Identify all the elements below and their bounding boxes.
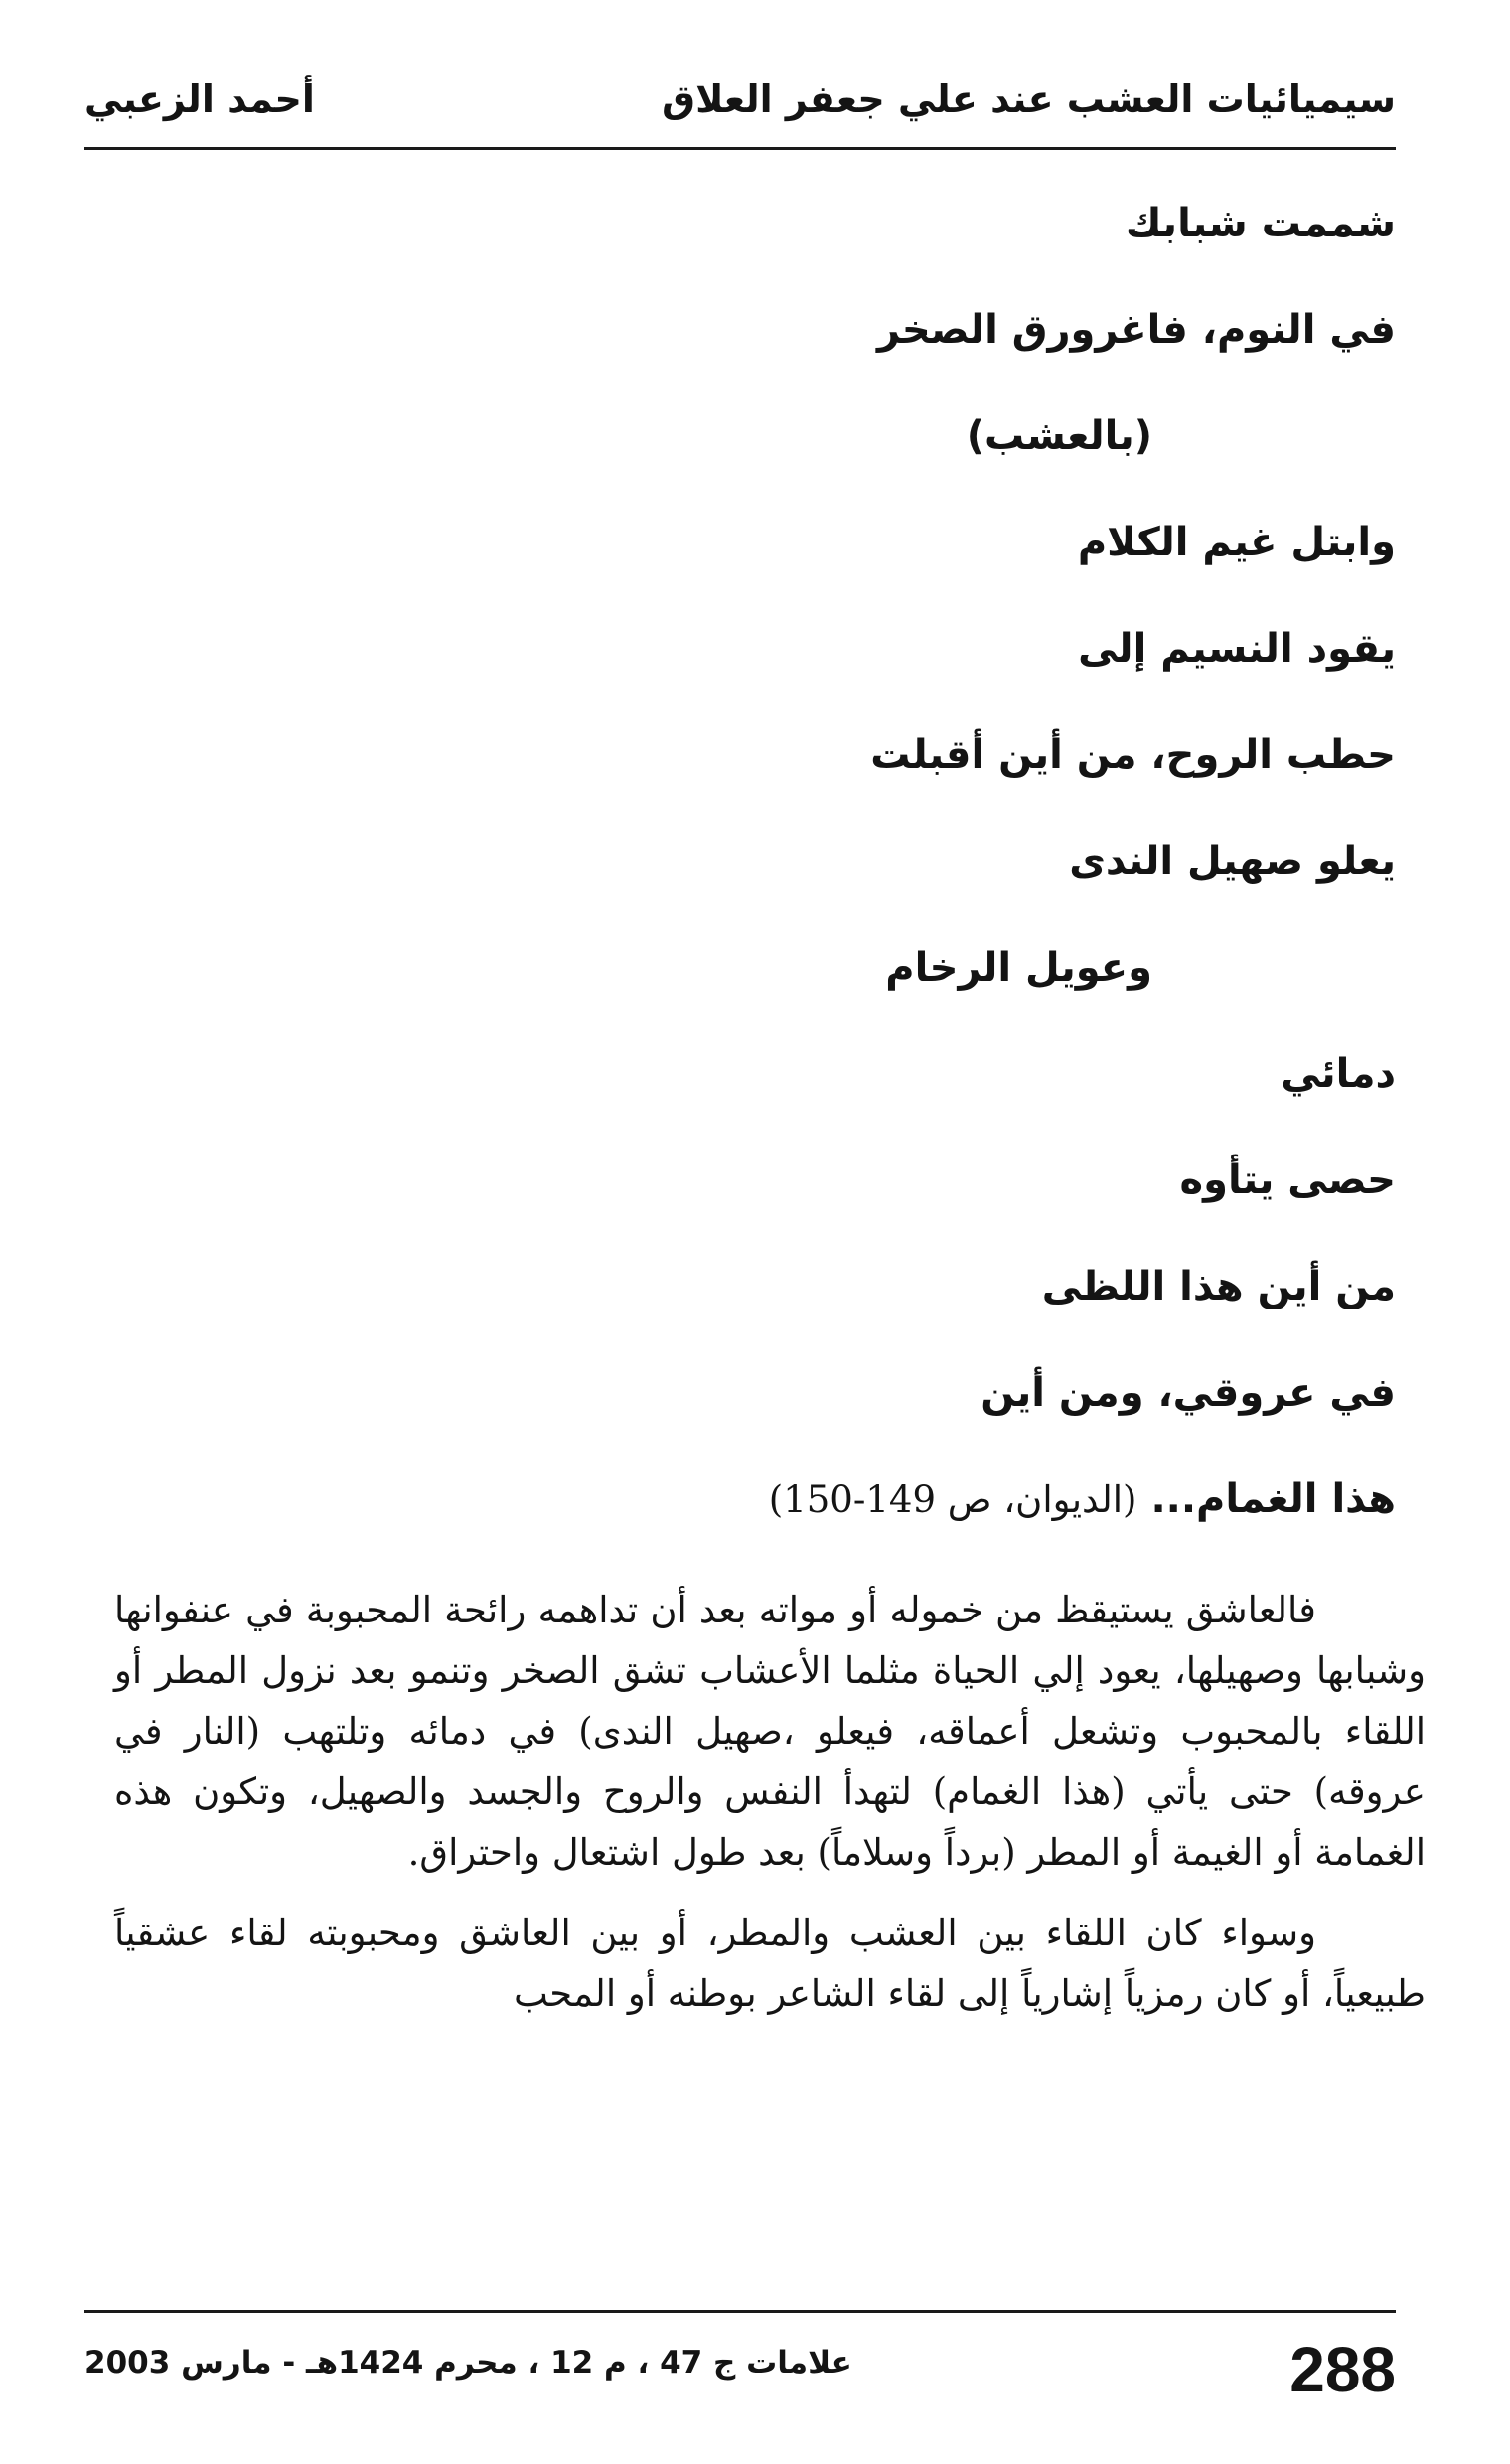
poem-line-last: هذا الغمام...(الديوان، ص 149-150) [768, 1476, 1396, 1522]
poem-line: يقود النسيم إلى [1078, 626, 1396, 672]
poem-line: وعويل الرخام [885, 945, 1152, 991]
poem-excerpt [124, 189, 1396, 1571]
poem-line: حصى يتأوه [1179, 1157, 1396, 1203]
footer-divider [84, 2310, 1396, 2313]
header-author-name: أحمد الزعبي [84, 77, 315, 121]
poem-line: يعلو صهيل الندى [1069, 839, 1396, 884]
poem-line: حطب الروح، من أين أقبلت [870, 732, 1396, 778]
running-header [84, 60, 1396, 149]
poem-line: في النوم، فاغرورق الصخر [876, 307, 1396, 353]
poem-citation: (الديوان، ص 149-150) [768, 1478, 1137, 1521]
poem-line: (بالعشب) [966, 413, 1152, 459]
poem-line: وابتل غيم الكلام [1077, 520, 1396, 565]
header-divider [84, 147, 1396, 150]
header-article-title: سيميائيات العشب عند علي جعفر العلاق [662, 77, 1396, 121]
poem-line: من أين هذا اللظى [1041, 1264, 1396, 1309]
body-text [114, 1580, 1426, 2044]
journal-citation: علامات ج 47 ، م 12 ، محرم 1424هـ - مارس 2003 [84, 2345, 852, 2381]
paragraph: فالعاشق يستيقظ من خموله أو مواته بعد أن تداهمه رائحة المحبوبة في عنفوانها وشبابها وصهيلها، يعود إلي الحياة مثلما الأعشاب تشق الصخر وتنمو بعد نزول المطر أو اللقاء بالمحبوب وتشعل أعماقه، فيعلو ،صهيل الندى) في دمائه وتلتهب (النار في عروقه) حتى يأتي (هذا الغمام) لتهدأ النفس والروح والجسد والصهيل، وتكون هذه الغمامة أو الغيمة أو المطر (برداً وسلاماً) بعد طول اشتعال واحتراق. [114, 1589, 1426, 1874]
paragraph: وسواء كان اللقاء بين العشب والمطر، أو بين العاشق ومحبوبته لقاء عشقياً طبيعياً، أو كان رمزياً إشارياً إلى لقاء الشاعر بوطنه أو المحب [114, 1912, 1426, 2015]
page-number: 288 [1289, 2334, 1396, 2405]
poem-line: دمائي [1281, 1051, 1396, 1097]
poem-line: في عروقي، ومن أين [981, 1370, 1396, 1416]
page-footer [84, 2325, 1396, 2414]
poem-line: شممت شبابك [1125, 201, 1396, 246]
